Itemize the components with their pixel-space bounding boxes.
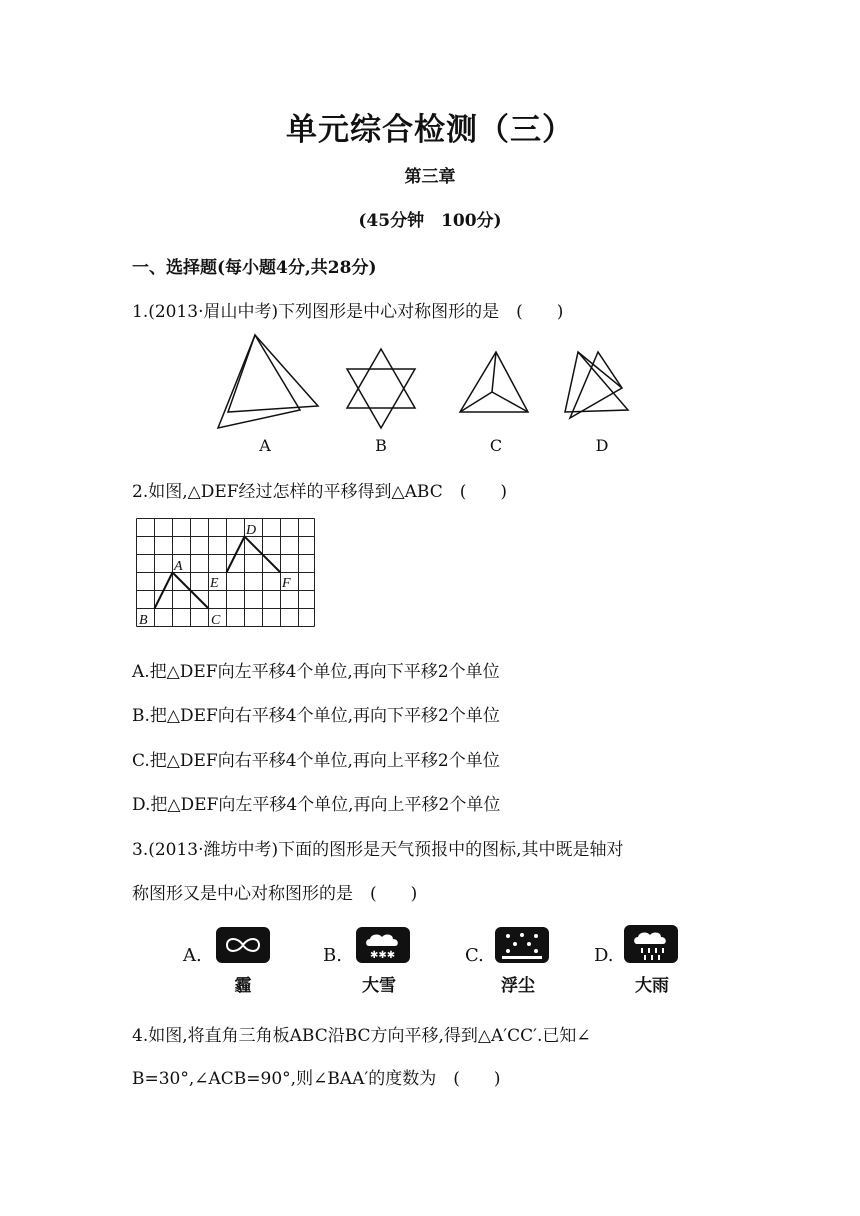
point-d-label: D [246,523,257,538]
question-2-text: 2.如图,△DEF经过怎样的平移得到△ABC ( ) [132,482,507,502]
page-title: 单元综合检测（三） [286,112,574,148]
icon-d-letter: D. [594,945,614,966]
svg-text:✱✱✱: ✱✱✱ [370,950,396,961]
question-3-line2: 称图形又是中心对称图形的是 ( ) [132,884,418,904]
icon-b-letter: B. [323,945,342,966]
infinity-icon [215,926,271,964]
cloud-rain-icon [623,924,679,964]
choice-c: C.把△DEF向右平移4个单位,再向上平移2个单位 [132,751,500,771]
figure-b-shape [347,349,415,428]
dust-dots-icon [494,926,550,964]
section-heading: 一、选择题(每小题4分,共28分) [132,258,377,278]
question-4-line1: 4.如图,将直角三角板ABC沿BC方向平移,得到△A′CC′.已知∠ [132,1026,591,1046]
icon-b-label: 大雪 [362,976,396,996]
figure-a-label: A [259,436,271,455]
question-3-line1: 3.(2013·潍坊中考)下面的图形是天气预报中的图标,其中既是轴对 [132,840,624,860]
choice-b: B.把△DEF向右平移4个单位,再向下平移2个单位 [132,706,500,726]
icon-c-letter: C. [465,945,484,966]
point-c-label: C [211,613,221,628]
q2-grid-figure [136,518,316,628]
point-a-label: A [174,559,183,574]
question-4-line2: B=30°,∠ACB=90°,则∠BAA′的度数为 ( ) [132,1069,501,1089]
figure-c-shape [460,352,528,412]
point-f-label: F [282,576,291,591]
figure-d-shape [565,352,628,418]
choice-d: D.把△DEF向左平移4个单位,再向上平移2个单位 [132,795,501,815]
cloud-snow-icon [355,926,411,964]
icon-a-letter: A. [183,945,202,966]
icon-d-label: 大雨 [635,976,669,996]
point-b-label: B [139,613,148,628]
point-e-label: E [210,576,219,591]
q1-figures [210,330,640,435]
figure-a-shape [218,335,318,428]
icon-c-label: 浮尘 [501,976,535,996]
choice-a: A.把△DEF向左平移4个单位,再向下平移2个单位 [132,662,500,682]
figure-c-label: C [489,436,503,455]
chapter-label: 第三章 [404,167,456,187]
icon-a-label: 霾 [234,976,252,996]
figure-d-label: D [595,436,609,455]
time-score-label: (45分钟 100分) [358,211,502,231]
figure-b-label: B [375,436,387,455]
question-1-text: 1.(2013·眉山中考)下列图形是中心对称图形的是 ( ) [132,302,564,322]
